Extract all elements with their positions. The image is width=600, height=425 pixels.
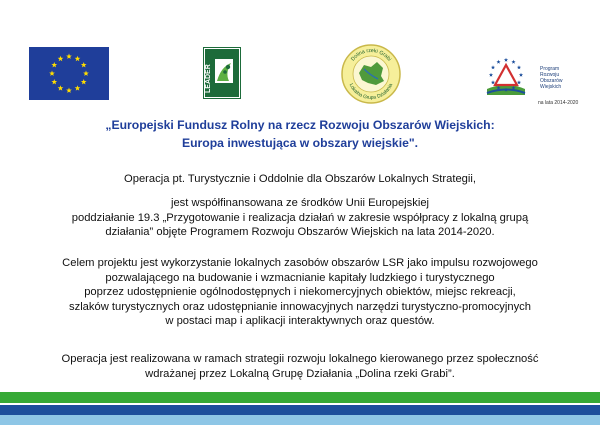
prow-logo-line: Rozwoju: [540, 72, 560, 78]
operation-title-paragraph: [0, 172, 600, 187]
star-icon: [511, 60, 515, 64]
prow-logo-line: Obszarów: [540, 78, 563, 84]
star-icon: [496, 60, 500, 64]
star-icon: [491, 65, 495, 69]
footer-color-bands: [0, 392, 600, 425]
paragraph-line: w postaci map i aplikacji interaktywnych oraz questów.: [165, 315, 435, 327]
paragraph-line: działania” objęte Programem Rozwoju Obszarów Wiejskich na lata 2014-2020.: [105, 226, 495, 238]
footer-band-green: [0, 392, 600, 403]
grabia-logo-bottom-text: Lokalna Grupa Działania: [347, 82, 395, 102]
paragraph-line: wdrażanej przez Lokalną Grupę Działania „Dolina rzeki Grabi”.: [145, 367, 455, 380]
star-icon: [489, 73, 493, 77]
page-heading: [0, 116, 600, 152]
project-goal-paragraph: [0, 256, 600, 329]
paragraph-line: szlaków turystycznych oraz udostępnianie innowacyjnych narzędzi turystyczno-promocyjnych: [69, 300, 531, 313]
prow-logo-line: Wiejskich: [540, 84, 562, 90]
paragraph-line: Operacja pt. Turystycznie i Oddolnie dla Obszarów Lokalnych Strategii,: [124, 173, 476, 185]
heading-line: Europa inwestująca w obszary wiejskie".: [181, 136, 419, 150]
paragraph-line: pozwalającego na budowanie i wzmacnianie kapitały ludzkiego i turystycznego: [105, 271, 495, 284]
eu-flag-icon: [29, 47, 109, 100]
star-icon: [517, 65, 521, 69]
paragraph-line: poprzez udostępnienie ogólnodostępnych i niekomercyjnych obiektów, miejsc rekreacji,: [84, 286, 516, 298]
star-icon: [504, 58, 508, 62]
paragraph-line: Operacja jest realizowana w ramach strategii rozwoju lokalnego kierowanego przez społeczność: [61, 353, 539, 365]
lgd-dolina-rzeki-grabi-logo-icon: [340, 43, 402, 105]
prow-logo-line: Program: [540, 66, 560, 72]
footer-band-lightblue: [0, 415, 600, 425]
cofinancing-paragraph: [0, 196, 600, 240]
prow-logo-years: na lata 2014-2020: [538, 100, 579, 106]
heading-line: „Europejski Fundusz Rolny na rzecz Rozwoju Obszarów Wiejskich:: [105, 118, 495, 132]
paragraph-line: jest współfinansowana ze środków Unii Europejskiej: [170, 197, 430, 209]
prow-logo-label: [540, 66, 595, 90]
star-icon: [519, 73, 523, 77]
realization-paragraph: [0, 352, 600, 381]
paragraph-line: Celem projektu jest wykorzystanie lokalnych zasobów obszarów LSR jako impulsu rozwojowego: [62, 257, 538, 269]
leader-logo-icon: [203, 47, 241, 99]
paragraph-line: poddziałanie 19.3 „Przygotowanie i realizacja działań w zakresie współpracy z lokalną grupą: [71, 211, 529, 224]
prow-logo-icon: [483, 55, 529, 101]
logo-bar: [0, 0, 600, 110]
grabia-logo-top-text: Dolina rzeki Grabi: [350, 47, 393, 63]
leader-logo-text: LEADER: [205, 64, 212, 93]
footer-band-blue: [0, 405, 600, 415]
